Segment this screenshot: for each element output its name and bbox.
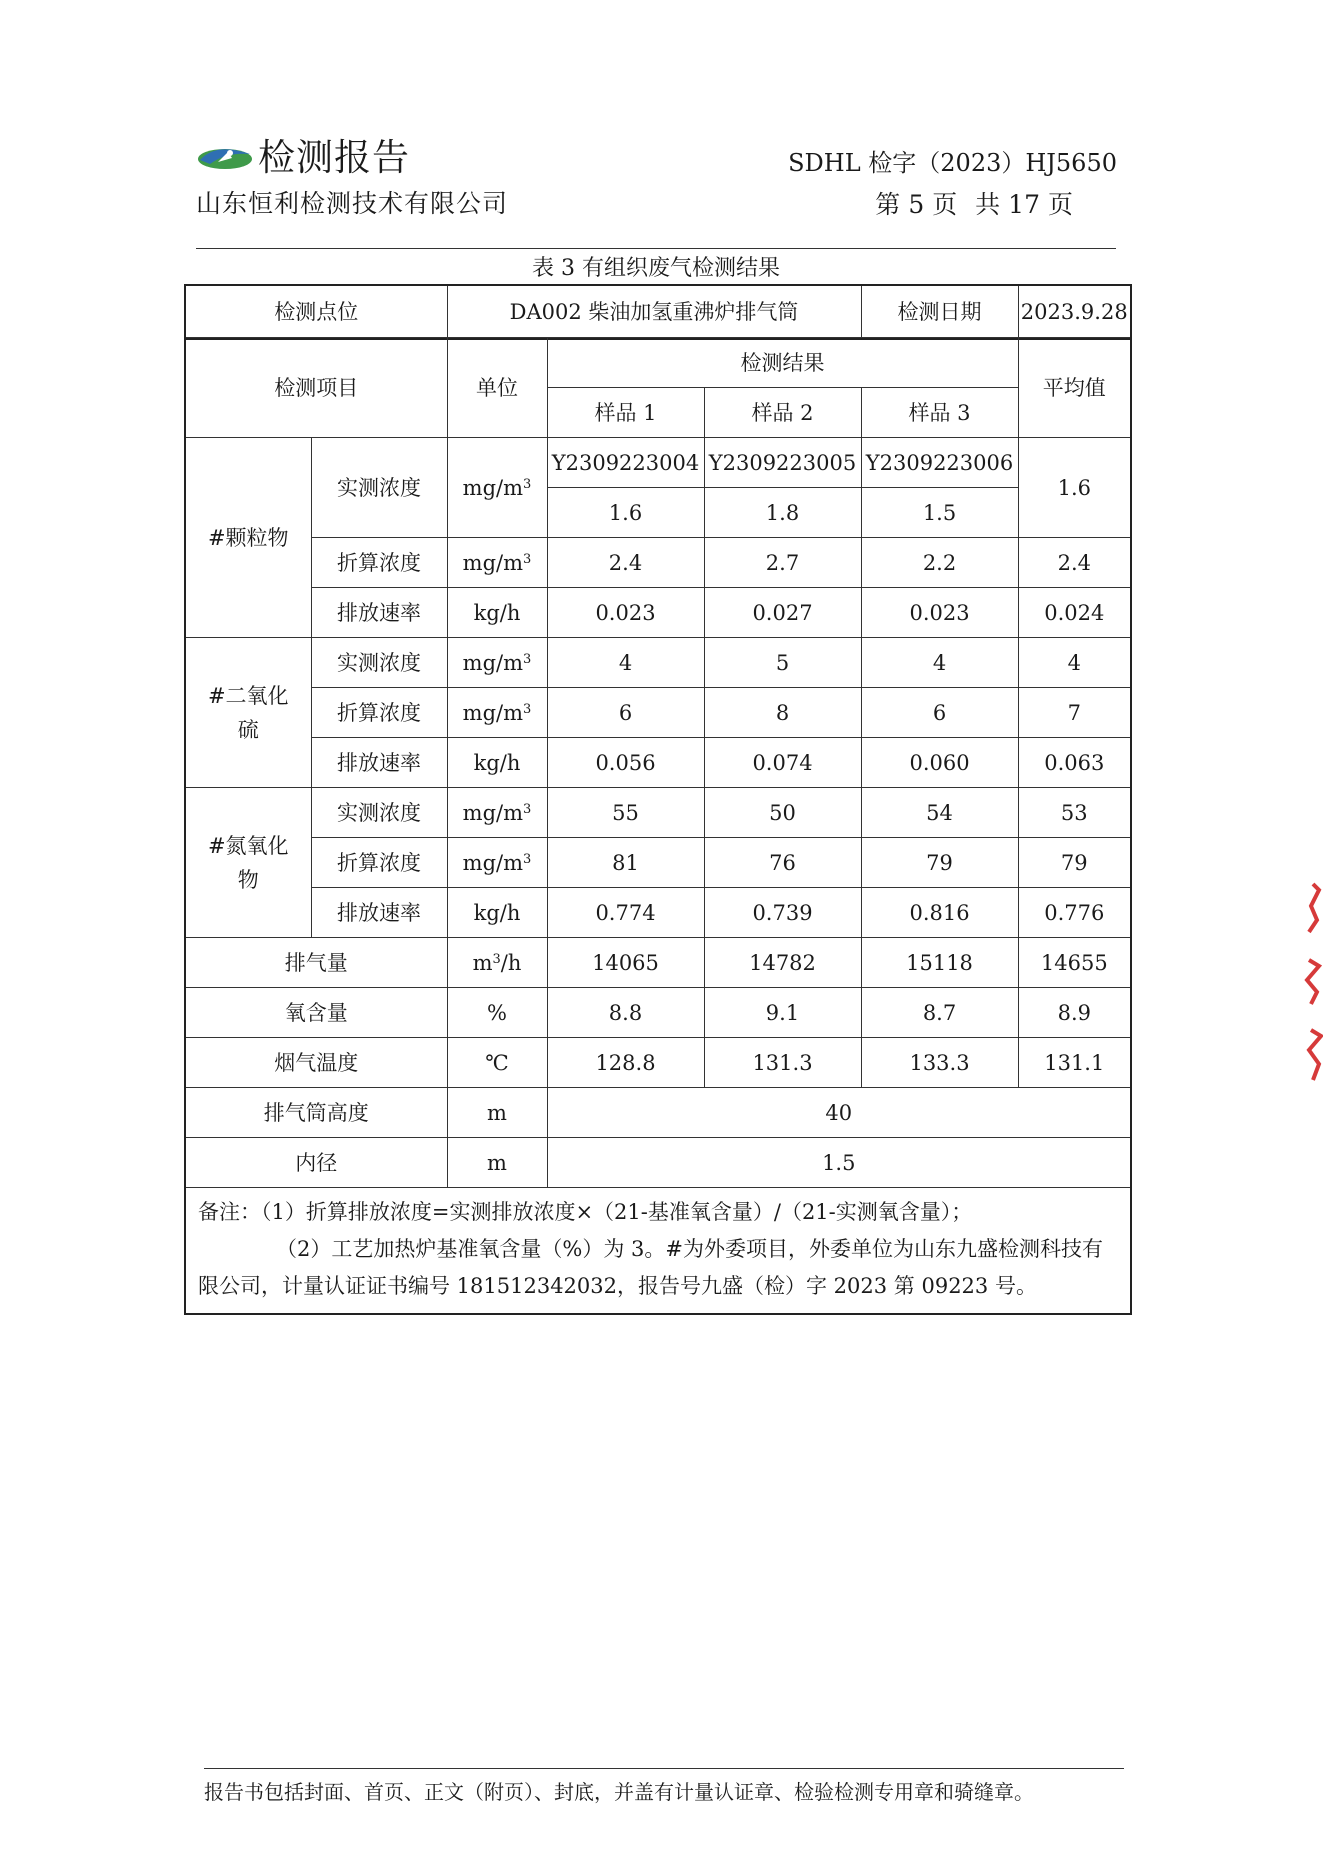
unit-base: mg/m bbox=[462, 700, 524, 725]
row-item: 排气筒高度 bbox=[185, 1088, 447, 1138]
row-value: 0.774 bbox=[547, 888, 704, 938]
table-row bbox=[185, 1088, 1131, 1138]
row-avg: 1.6 bbox=[1018, 438, 1131, 538]
unit-sup: 3 bbox=[523, 851, 532, 867]
page-suffix: 页 bbox=[1047, 190, 1073, 219]
row-value: 76 bbox=[704, 838, 861, 888]
col-results: 检测结果 bbox=[547, 338, 1018, 388]
row-avg: 79 bbox=[1018, 838, 1131, 888]
row-avg: 0.063 bbox=[1018, 738, 1131, 788]
row-avg: 53 bbox=[1018, 788, 1131, 838]
row-avg: 7 bbox=[1018, 688, 1131, 738]
row-avg: 0.776 bbox=[1018, 888, 1131, 938]
row-value: 9.1 bbox=[704, 988, 861, 1038]
unit-tail: /h bbox=[500, 950, 522, 975]
row-item: 氧含量 bbox=[185, 988, 447, 1038]
results-table-main bbox=[184, 337, 1132, 1315]
table-row bbox=[185, 638, 1131, 688]
page-total: 17 bbox=[1008, 190, 1040, 219]
row-avg: 131.1 bbox=[1018, 1038, 1131, 1088]
row-value: 14065 bbox=[547, 938, 704, 988]
row-item: 实测浓度 bbox=[311, 638, 447, 688]
company-name: 山东恒利检测技术有限公司 bbox=[196, 189, 509, 218]
row-unit bbox=[447, 1038, 547, 1088]
point-value: DA002 柴油加氢重沸炉排气筒 bbox=[447, 285, 861, 339]
row-item: 实测浓度 bbox=[311, 788, 447, 838]
row-value: 6 bbox=[547, 688, 704, 738]
row-value: 8 bbox=[704, 688, 861, 738]
row-value: 40 bbox=[547, 1088, 1131, 1138]
row-value: 2.2 bbox=[861, 538, 1018, 588]
company-logo-icon bbox=[196, 138, 254, 178]
footer-note: 报告书包括封面、首页、正文（附页）、封底，并盖有计量认证章、检验检测专用章和骑缝章。 bbox=[204, 1780, 1034, 1804]
row-value: 8.7 bbox=[861, 988, 1018, 1038]
col-sample-3: 样品 3 bbox=[861, 388, 1018, 438]
row-value: 0.074 bbox=[704, 738, 861, 788]
row-unit bbox=[447, 988, 547, 1038]
unit-sup: 3 bbox=[523, 801, 532, 817]
row-value: 50 bbox=[704, 788, 861, 838]
row-value: 6 bbox=[861, 688, 1018, 738]
col-unit: 单位 bbox=[447, 338, 547, 438]
row-unit: m bbox=[447, 1088, 547, 1138]
row-value: 1.8 bbox=[704, 488, 861, 538]
row-value: 0.023 bbox=[861, 588, 1018, 638]
row-value: 0.060 bbox=[861, 738, 1018, 788]
results-table bbox=[184, 284, 1132, 340]
row-item: 烟气温度 bbox=[185, 1038, 447, 1088]
table-row bbox=[185, 988, 1131, 1038]
row-value: 1.5 bbox=[547, 1138, 1131, 1188]
row-value: 4 bbox=[861, 638, 1018, 688]
header-divider bbox=[196, 248, 1116, 249]
notes-row bbox=[185, 1188, 1131, 1315]
group-name: #氮氧化物 bbox=[185, 788, 311, 938]
page-current: 5 bbox=[908, 190, 925, 219]
row-value: 15118 bbox=[861, 938, 1018, 988]
row-unit bbox=[447, 938, 547, 988]
row-value: 1.5 bbox=[861, 488, 1018, 538]
row-value: 0.816 bbox=[861, 888, 1018, 938]
table-row bbox=[185, 838, 1131, 888]
row-unit bbox=[447, 588, 547, 638]
row-value: 0.056 bbox=[547, 738, 704, 788]
row-value: 0.739 bbox=[704, 888, 861, 938]
note-line-1: 备注：（1）折算排放浓度=实测排放浓度×（21-基准氧含量）/（21-实测氧含量）； bbox=[198, 1200, 973, 1224]
row-value: 81 bbox=[547, 838, 704, 888]
unit-base: % bbox=[487, 1000, 507, 1025]
row-unit: m bbox=[447, 1138, 547, 1188]
row-avg: 0.024 bbox=[1018, 588, 1131, 638]
table-row bbox=[185, 588, 1131, 638]
row-item: 排气量 bbox=[185, 938, 447, 988]
row-avg: 8.9 bbox=[1018, 988, 1131, 1038]
row-item: 排放速率 bbox=[311, 888, 447, 938]
row-unit bbox=[447, 438, 547, 538]
page-mid: 页 共 bbox=[932, 190, 1001, 219]
row-unit bbox=[447, 538, 547, 588]
table-row bbox=[185, 438, 1131, 488]
row-value: 0.023 bbox=[547, 588, 704, 638]
row-value: 8.8 bbox=[547, 988, 704, 1038]
unit-sup: 3 bbox=[523, 476, 532, 492]
row-avg: 4 bbox=[1018, 638, 1131, 688]
unit-base: mg/m bbox=[462, 550, 524, 575]
row-item: 折算浓度 bbox=[311, 538, 447, 588]
col-sample-1: 样品 1 bbox=[547, 388, 704, 438]
page-prefix: 第 bbox=[875, 190, 901, 219]
date-value: 2023.9.28 bbox=[1018, 285, 1131, 339]
row-unit bbox=[447, 788, 547, 838]
col-item: 检测项目 bbox=[185, 338, 447, 438]
unit-base: m bbox=[472, 950, 493, 975]
red-seal-fragment-icon bbox=[1295, 880, 1323, 1090]
unit-sup: 3 bbox=[523, 651, 532, 667]
row-value: 2.4 bbox=[547, 538, 704, 588]
row-value: 131.3 bbox=[704, 1038, 861, 1088]
row-unit bbox=[447, 688, 547, 738]
table-row bbox=[185, 1038, 1131, 1088]
unit-base: mg/m bbox=[462, 800, 524, 825]
table-row bbox=[185, 888, 1131, 938]
row-value: 4 bbox=[547, 638, 704, 688]
footer-divider bbox=[204, 1768, 1124, 1769]
note-line-2: （2）工艺加热炉基准氧含量（%）为 3。#为外委项目，外委单位为山东九盛检测科技有限公司，计量认证证书编号 181512342032，报告号九盛（检）字 2023 第 09223 号。 bbox=[198, 1237, 1103, 1298]
row-value: 133.3 bbox=[861, 1038, 1018, 1088]
group-name: #二氧化硫 bbox=[185, 638, 311, 788]
row-item: 折算浓度 bbox=[311, 838, 447, 888]
row-value: 5 bbox=[704, 638, 861, 688]
info-row bbox=[185, 285, 1131, 339]
unit-base: ℃ bbox=[485, 1050, 509, 1075]
unit-base: kg/h bbox=[473, 750, 521, 775]
group-name: #颗粒物 bbox=[185, 438, 311, 638]
unit-base: kg/h bbox=[473, 900, 521, 925]
unit-base: mg/m bbox=[462, 850, 524, 875]
row-item: 排放速率 bbox=[311, 738, 447, 788]
row-avg: 2.4 bbox=[1018, 538, 1131, 588]
col-sample-2: 样品 2 bbox=[704, 388, 861, 438]
table-row bbox=[185, 938, 1131, 988]
date-label: 检测日期 bbox=[861, 285, 1018, 339]
page-number bbox=[871, 189, 1077, 221]
row-value: 14782 bbox=[704, 938, 861, 988]
table-row bbox=[185, 538, 1131, 588]
row-avg: 14655 bbox=[1018, 938, 1131, 988]
table-row bbox=[185, 738, 1131, 788]
unit-sup: 3 bbox=[523, 701, 532, 717]
row-item: 排放速率 bbox=[311, 588, 447, 638]
row-value: 54 bbox=[861, 788, 1018, 838]
table-row bbox=[185, 1138, 1131, 1188]
notes-cell bbox=[185, 1188, 1131, 1315]
sample-id-2: Y2309223005 bbox=[704, 438, 861, 488]
row-unit bbox=[447, 838, 547, 888]
unit-base: mg/m bbox=[462, 650, 524, 675]
row-value: 1.6 bbox=[547, 488, 704, 538]
unit-sup: 3 bbox=[523, 551, 532, 567]
row-item: 实测浓度 bbox=[311, 438, 447, 538]
report-title: 检测报告 bbox=[258, 136, 410, 179]
row-value: 79 bbox=[861, 838, 1018, 888]
table-row bbox=[185, 688, 1131, 738]
row-value: 128.8 bbox=[547, 1038, 704, 1088]
unit-base: mg/m bbox=[462, 475, 524, 500]
point-label: 检测点位 bbox=[185, 285, 447, 339]
table-row bbox=[185, 788, 1131, 838]
header-row-1 bbox=[185, 338, 1131, 388]
unit-base: kg/h bbox=[473, 600, 521, 625]
row-unit bbox=[447, 738, 547, 788]
sample-id-3: Y2309223006 bbox=[861, 438, 1018, 488]
row-unit bbox=[447, 638, 547, 688]
table-caption: 表 3 有组织废气检测结果 bbox=[532, 256, 780, 281]
row-item: 折算浓度 bbox=[311, 688, 447, 738]
row-value: 55 bbox=[547, 788, 704, 838]
row-value: 0.027 bbox=[704, 588, 861, 638]
row-value: 2.7 bbox=[704, 538, 861, 588]
row-item: 内径 bbox=[185, 1138, 447, 1188]
sample-id-1: Y2309223004 bbox=[547, 438, 704, 488]
unit-sup: 3 bbox=[492, 951, 501, 967]
col-average: 平均值 bbox=[1018, 338, 1131, 438]
row-unit bbox=[447, 888, 547, 938]
report-number: SDHL 检字（2023）HJ5650 bbox=[788, 149, 1117, 177]
